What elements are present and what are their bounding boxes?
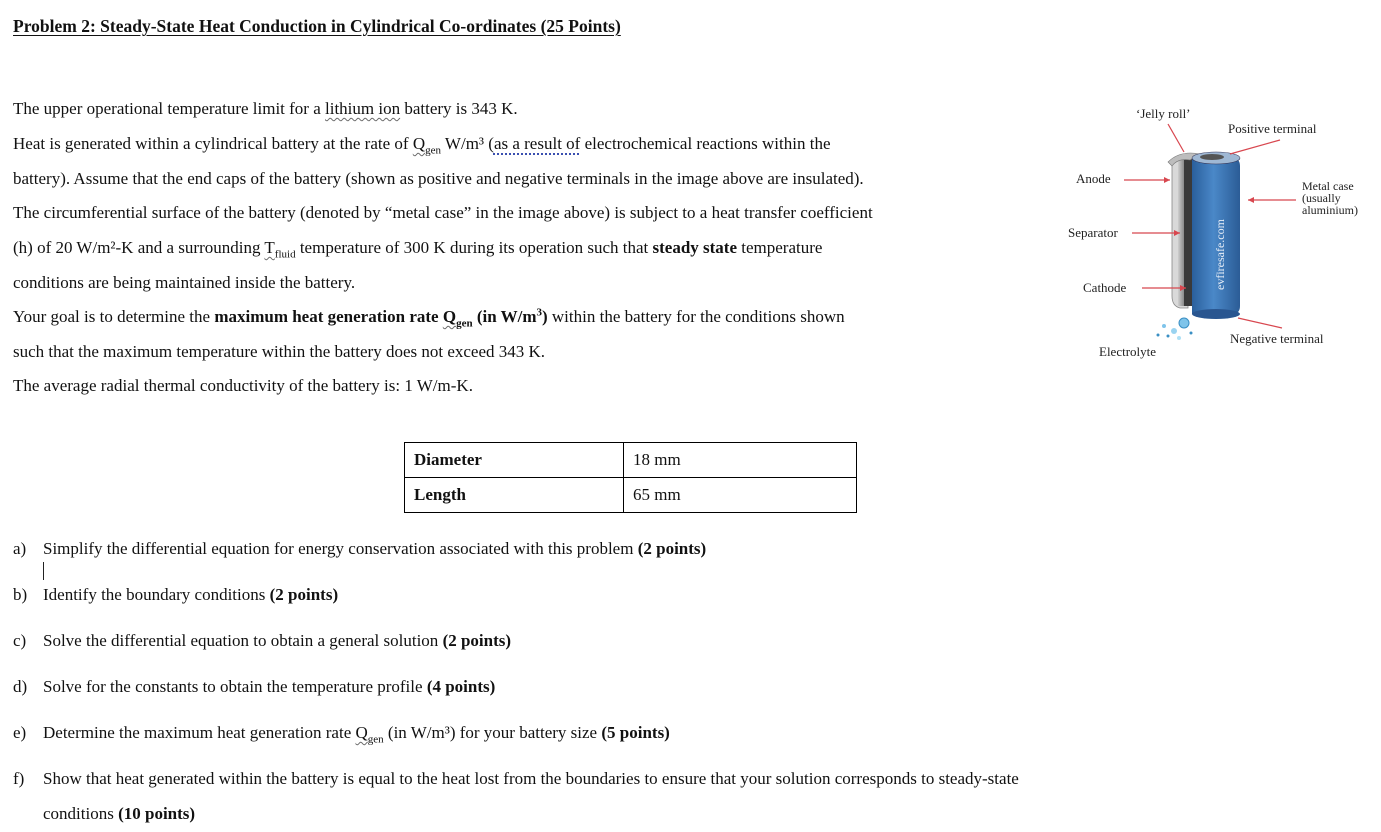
paragraph-convection: (h) of 20 W/m²-K and a surrounding $T_{fluid}$ temperature of 300 K during its operation such that steady state temperature — [13, 238, 823, 261]
electrolyte-bubble — [1171, 328, 1177, 334]
paragraph-steady-conditions: conditions are being maintained inside the battery. — [13, 273, 356, 292]
arrowhead — [1248, 197, 1254, 203]
paragraph-max-temperature: such that the maximum temperature within the battery does not exceed 343 K. — [13, 342, 546, 361]
question-e: e) Determine the maximum heat generation rate $Q_{gen}$ (in W/m³) for your battery size (5 points) — [13, 723, 670, 746]
electrolyte-bubble — [1167, 335, 1170, 338]
label-negative-terminal: Negative terminal — [1230, 331, 1324, 346]
label-metal-case: Metal case (usually aluminium) — [1302, 179, 1358, 217]
problem-title: Problem 2: Steady-State Heat Conduction in Cylindrical Co-ordinates (25 Points) — [13, 16, 621, 36]
question-a: a) Simplify the differential equation for energy conservation associated with this problem (2 points) — [13, 539, 707, 558]
negative-terminal-leader — [1238, 318, 1282, 328]
label-jelly-roll: ‘Jelly roll’ — [1136, 106, 1191, 121]
grammar-flag: as a result of — [493, 134, 581, 153]
paragraph-end-caps: battery). Assume that the end caps of the battery (shown as positive and negative terminals in the image above are insulated). — [13, 169, 864, 188]
paragraph-temperature-limit: The upper operational temperature limit for a lithium ion battery is 343 K. — [13, 99, 518, 118]
electrolyte-bubble — [1177, 336, 1181, 340]
table-row — [405, 443, 857, 478]
positive-terminal-leader — [1230, 140, 1280, 154]
question-c: c) Solve the differential equation to obtain a general solution (2 points) — [13, 631, 512, 650]
question-f: f) Show that heat generated within the battery is equal to the heat lost from the boundaries to ensure that your solution corresponds to steady-state — [13, 769, 1019, 788]
watermark-text: evfiresafe.com — [1213, 219, 1227, 290]
label-positive-terminal: Positive terminal — [1228, 121, 1317, 136]
question-f-continuation: conditions (10 points) — [43, 804, 196, 823]
label-electrolyte: Electrolyte — [1099, 344, 1157, 359]
terminal-coil — [1200, 154, 1224, 160]
dimensions-table — [404, 442, 857, 513]
spellcheck-term: lithium ion — [325, 99, 401, 118]
electrolyte-bubble — [1190, 332, 1193, 335]
arrowhead — [1164, 177, 1170, 183]
text-cursor — [43, 562, 44, 580]
table-value: 18 mm — [624, 443, 857, 478]
electrolyte-bubble — [1157, 334, 1160, 337]
table-key: Diameter — [405, 443, 624, 478]
paragraph-circumferential: The circumferential surface of the battery (denoted by “metal case” in the image above) is subject to a heat transfer coefficient — [13, 203, 873, 222]
question-b: b) Identify the boundary conditions (2 points) — [13, 585, 339, 604]
table-value: 65 mm — [624, 478, 857, 513]
paragraph-goal: Your goal is to determine the maximum heat generation rate $Q_{gen}$ (in $W/m^3$) within the battery for the conditions shown — [13, 306, 845, 330]
battery-figure — [1060, 100, 1381, 365]
qgen-symbol: $Q_{gen}$ — [442, 307, 473, 330]
electrolyte-bubble — [1162, 324, 1166, 328]
table-key: Length — [405, 478, 624, 513]
electrolyte-bubble — [1179, 318, 1189, 328]
qgen-symbol: $Q_{gen}$ — [355, 723, 384, 746]
label-cathode: Cathode — [1083, 280, 1127, 295]
tfluid-symbol: $T_{fluid}$ — [264, 238, 296, 261]
negative-terminal-cap — [1192, 309, 1240, 319]
question-d: d) Solve for the constants to obtain the temperature profile (4 points) — [13, 677, 496, 696]
table-row — [405, 478, 857, 513]
paragraph-heat-generation: Heat is generated within a cylindrical battery at the rate of $Q_{gen}$ W/m³ (as a result of electrochemical reactions within the — [13, 134, 831, 157]
jelly-roll-leader — [1168, 124, 1184, 152]
paragraph-conductivity: The average radial thermal conductivity of the battery is: 1 W/m-K. — [13, 376, 473, 395]
label-anode: Anode — [1076, 171, 1111, 186]
label-separator: Separator — [1068, 225, 1118, 240]
qgen-symbol: $Q_{gen}$ — [412, 134, 441, 157]
